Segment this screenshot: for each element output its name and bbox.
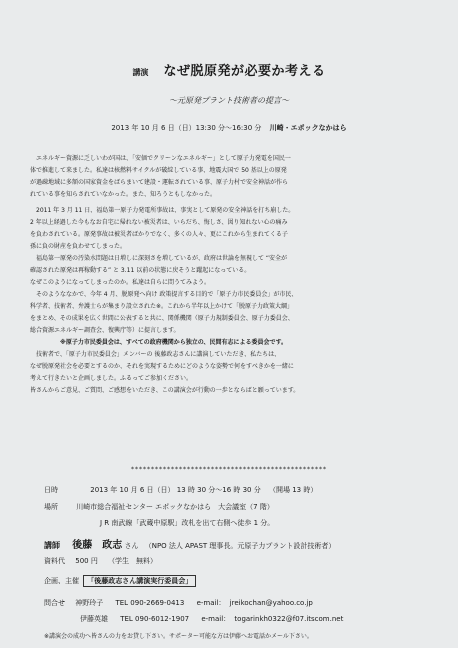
date-value: 2013 年 10 月 6 日（日） 13 時 30 分～16 時 30 分 (90, 486, 261, 494)
contact-row-1 (44, 598, 313, 608)
event-date: 2013 年 10 月 6 日（日）13:30 分～16:30 分 (111, 124, 262, 132)
contact-email: togarinkh0322@f07.itscom.net (234, 615, 344, 623)
contact-tel: TEL 090-6012-1907 (120, 615, 190, 623)
place-value: 川崎市総合福祉センター エポックなかはら 大会議室（7 階） (76, 503, 274, 511)
contact-email: jreikochan@yahoo.co.jp (229, 599, 313, 607)
fee-label: 資料代 (44, 557, 65, 565)
fee-note: （学生 無料） (108, 557, 158, 565)
body-line: そのようななかで、今年 4 月、脱原発へ向け 政策提言する目的で「原子力市民委員会」が市民、 (36, 291, 298, 298)
fee-value: 500 円 (75, 557, 98, 565)
body-line: 2011 年 3 月 11 日、福島第一原子力発電所事故は、事実として原発の安全神話を打ち崩した。 (36, 207, 295, 214)
footer-note: ※講演会の成功へ皆さんの力をお貸し下さい。サポーター可能な方は伊藤へお電話かメール下さい。 (44, 633, 313, 640)
contact-tel: TEL 090-2669-0413 (115, 599, 185, 607)
title (0, 60, 458, 79)
date-row (44, 485, 317, 495)
body-line: が過疎地域に多額の国家資金をばらまいて建設・運転されている事、原子力村で安全神話が作ら (30, 179, 289, 186)
lecturer-label: 講師 (44, 541, 60, 550)
event-venue: 川崎・エポックなかはら (269, 124, 347, 132)
body-line: 2 年以上経過した今もなお自宅に帰れない被災者は、いらだち、悔しさ、図り知れない心の痛み (30, 219, 288, 226)
subtitle: ～元原発プラント技術者の提言～ (169, 96, 289, 105)
body-line: れている事を知らされていなかった。また、知ろうともしなかった。 (30, 191, 217, 198)
place-label: 場所 (44, 503, 58, 511)
contact-row-2 (80, 614, 343, 624)
fee-row (44, 556, 157, 566)
place-row (44, 502, 274, 512)
date-label: 日時 (44, 486, 58, 494)
body-line: 考えて行きたいと企画しました。ふるってご参加ください。 (30, 375, 193, 382)
body-note: ※原子力市民委員会は、すべての政府機関から独立の、民間有志による委員会です。 (60, 339, 287, 346)
lecturer-name: 後藤 政志 (72, 540, 123, 551)
body-line: 皆さんからご意見、ご質問、ご感想をいただき、この講演会が行動の一歩とならばと願っています。 (30, 387, 300, 394)
date-note: （開場 13 時） (268, 486, 318, 494)
body-line: 確認された原発は再稼動する” と 3.11 以前の状態に戻そうと躍起になっている。 (30, 267, 251, 274)
body-line: なぜこのようになってしまったのか。私達は自らに問うてみよう。 (30, 279, 211, 286)
contact-label: 問合せ (44, 599, 65, 607)
body-line: 総合資源エネルギー調査会、復興庁等）に提言します。 (30, 327, 180, 334)
date-line (0, 123, 458, 133)
organizer-label: 企画、主催 (44, 577, 79, 585)
body-line: を負わされている。原発事故は被災者ばかりでなく、多くの人々、更にこれから生まれてくる子 (30, 231, 288, 238)
body-line: 孫に負の財産を負わせてしまった。 (30, 243, 127, 250)
body-line: エネルギー資源に乏しいわが国は、「安価でクリーンなエネルギー」として原子力発電を国民一 (36, 155, 291, 162)
lecturer-title: （NPO 法人 APAST 理事長。元原子力プラント設計技術者） (144, 542, 336, 550)
body-text (30, 153, 430, 397)
access-note: J R 南武線「武蔵中原駅」改札を出て右側へ徒歩 1 分。 (100, 519, 275, 527)
title-prefix: 講演 (132, 68, 149, 77)
body-line: をまとめ、その成果を広く世間に公表すると共に、関係機関（原子力規制委員会、原子力委員会、 (30, 315, 294, 322)
organizer-value: 「後藤政志さん講演実行委員会」 (83, 575, 196, 587)
body-line: 科学者、技術者、弁護士らが集まり設立された※。これから半年以上かけて「脱原子力政策大綱」 (30, 303, 294, 310)
body-line: 技術者で、「原子力市民委員会」メンバーの 後藤政志さんに講演していただき、私たちは、 (36, 351, 281, 358)
organizer-row (44, 576, 196, 586)
contact-mail-label: e-mail： (196, 599, 226, 607)
body-line: 体で推進して来ました。私達は核燃料サイクルが破綻している事、地震大国で 50 基以上の原発 (30, 167, 287, 174)
contact-mail-label: e-mail： (201, 615, 231, 623)
lecturer-honorific: さん (124, 542, 139, 550)
separator: ************************************************* (131, 466, 327, 473)
body-line: 福島第一原発の汚染水問題は日増しに深刻さを増しているが、政府は世論を無視して “安全が (36, 255, 288, 262)
lecturer-row (44, 536, 335, 551)
page-title: なぜ脱原発が必要か考える (163, 64, 326, 79)
contact-name: 神野玲子 (75, 599, 104, 607)
contact-name: 伊藤英雄 (80, 615, 108, 623)
body-line: なぜ脱原発社会を必要とするのか、それを実現するためにどのような姿勢で何をすべきかを一緒に (30, 363, 294, 370)
